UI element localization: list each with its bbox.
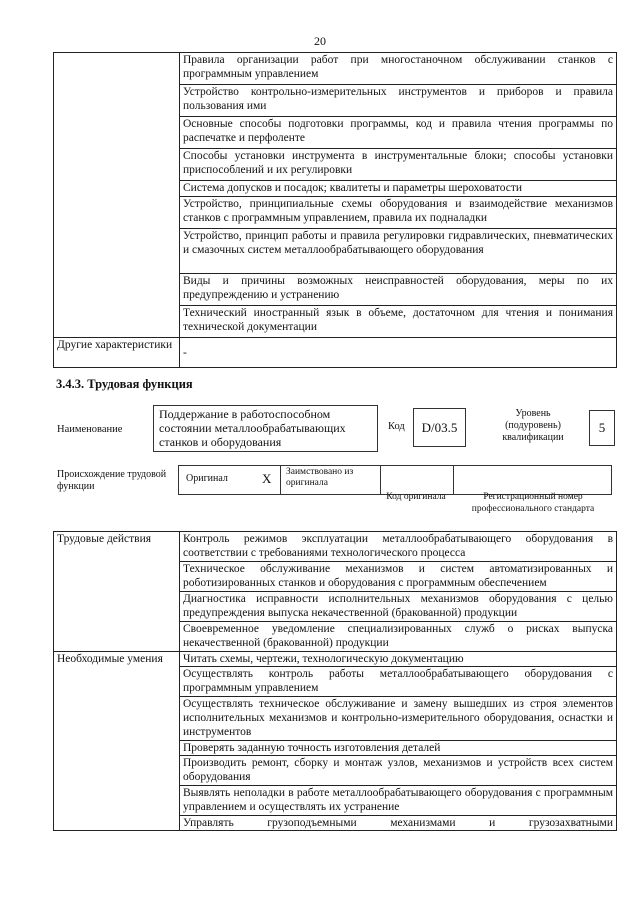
original-mark: X (262, 471, 272, 486)
borrowed-label: Заимствовано из оригинала (286, 467, 354, 488)
table-cell: Устройство контрольно-измерительных инструментов и приборов и правила пользования ими (180, 85, 617, 117)
function-name-box (153, 405, 378, 452)
table-cell: Правила организации работ при многостаночном обслуживании станков с программным управлением (180, 53, 617, 85)
divider (453, 465, 454, 494)
code-label: Код (388, 421, 405, 432)
skills-label: Необходимые умения (54, 652, 180, 831)
table-cell: Основные способы подготовки программы, код и правила чтения программы по распечатке и перфоленте (180, 117, 617, 149)
divider (280, 465, 281, 494)
reg-number-label: Регистрационный номер профессионального стандарта (471, 492, 595, 514)
level-value: 5 (598, 420, 606, 435)
table-cell: Виды и причины возможных неисправностей оборудования, меры по их предупреждению и устранению (180, 274, 617, 306)
table-cell: Осуществлять техническое обслуживание и замену вышедших из строя элементов исполнительных механизмов и контрольно-измерительного оборудования, оснастки и инструментов (180, 697, 617, 741)
table-cell: Способы установки инструмента в инструментальные блоки; способы установки приспособлений и их регулировки (180, 149, 617, 181)
table-row (54, 532, 617, 562)
code-box (413, 408, 466, 447)
knowledge-table (53, 52, 617, 368)
page-number: 20 (314, 34, 326, 48)
code-value: D/03.5 (421, 420, 458, 435)
level-box (589, 410, 615, 446)
table-cell: Производить ремонт, сборку и монтаж узлов, механизмов и устройств всех систем оборудования (180, 756, 617, 786)
table-cell: Проверять заданную точность изготовления деталей (180, 741, 617, 756)
table-cell: Диагностика исправности исполнительных механизмов оборудования с целью предупреждения выпуска некачественной (бракованной) продукции (180, 592, 617, 622)
table-cell: Система допусков и посадок; квалитеты и параметры шероховатости (180, 181, 617, 197)
actions-label: Трудовые действия (54, 532, 180, 652)
name-label: Наименование (57, 424, 123, 435)
table-cell: Читать схемы, чертежи, технологическую документацию (180, 652, 617, 667)
table-row (54, 652, 617, 667)
level-label: Уровень (подуровень) квалификации (502, 408, 564, 443)
code-original-label: Код оригинала (386, 492, 446, 502)
other-characteristics-label: Другие характеристики (54, 338, 180, 368)
section-title: 3.4.3. Трудовая функция (56, 377, 193, 391)
table-cell: Контроль режимов эксплуатации металлообрабатывающего оборудования в соответствии с требованиями технологического процесса (180, 532, 617, 562)
table-cell: Своевременное уведомление специализированных служб о рисках выпуска некачественной (бракованной) продукции (180, 622, 617, 652)
table-row (54, 53, 617, 85)
table-cell: Технический иностранный язык в объеме, достаточном для чтения и понимания технической документации (180, 306, 617, 338)
original-label: Оригинал (186, 473, 228, 484)
divider (380, 465, 381, 494)
table-cell: Выявлять неполадки в работе металлообрабатывающего оборудования с программным управлением и осуществлять их устранение (180, 786, 617, 816)
table-cell: Устройство, принципиальные схемы оборудования и взаимодействие механизмов станков с программным управлением, правила их подналадки (180, 197, 617, 229)
origin-label: Происхождение трудовой функции (57, 469, 167, 492)
table-cell: Устройство, принцип работы и правила регулировки гидравлических, пневматических и смазочных систем металлообрабатывающего оборудования (180, 229, 617, 274)
function-table (53, 531, 617, 831)
table-row (54, 338, 617, 368)
table-cell: Техническое обслуживание механизмов и систем автоматизированных и роботизированных станков и оборудования с программным обеспечением (180, 562, 617, 592)
other-characteristics-value: - (180, 338, 617, 368)
function-name: Поддержание в работоспособном состоянии металлообрабатывающих станков и оборудования (159, 407, 346, 449)
table-cell: Управлять грузоподъемными механизмами и грузозахватными (180, 816, 617, 831)
table-cell: Осуществлять контроль работы металлообрабатывающего оборудования с программным управлением (180, 667, 617, 697)
